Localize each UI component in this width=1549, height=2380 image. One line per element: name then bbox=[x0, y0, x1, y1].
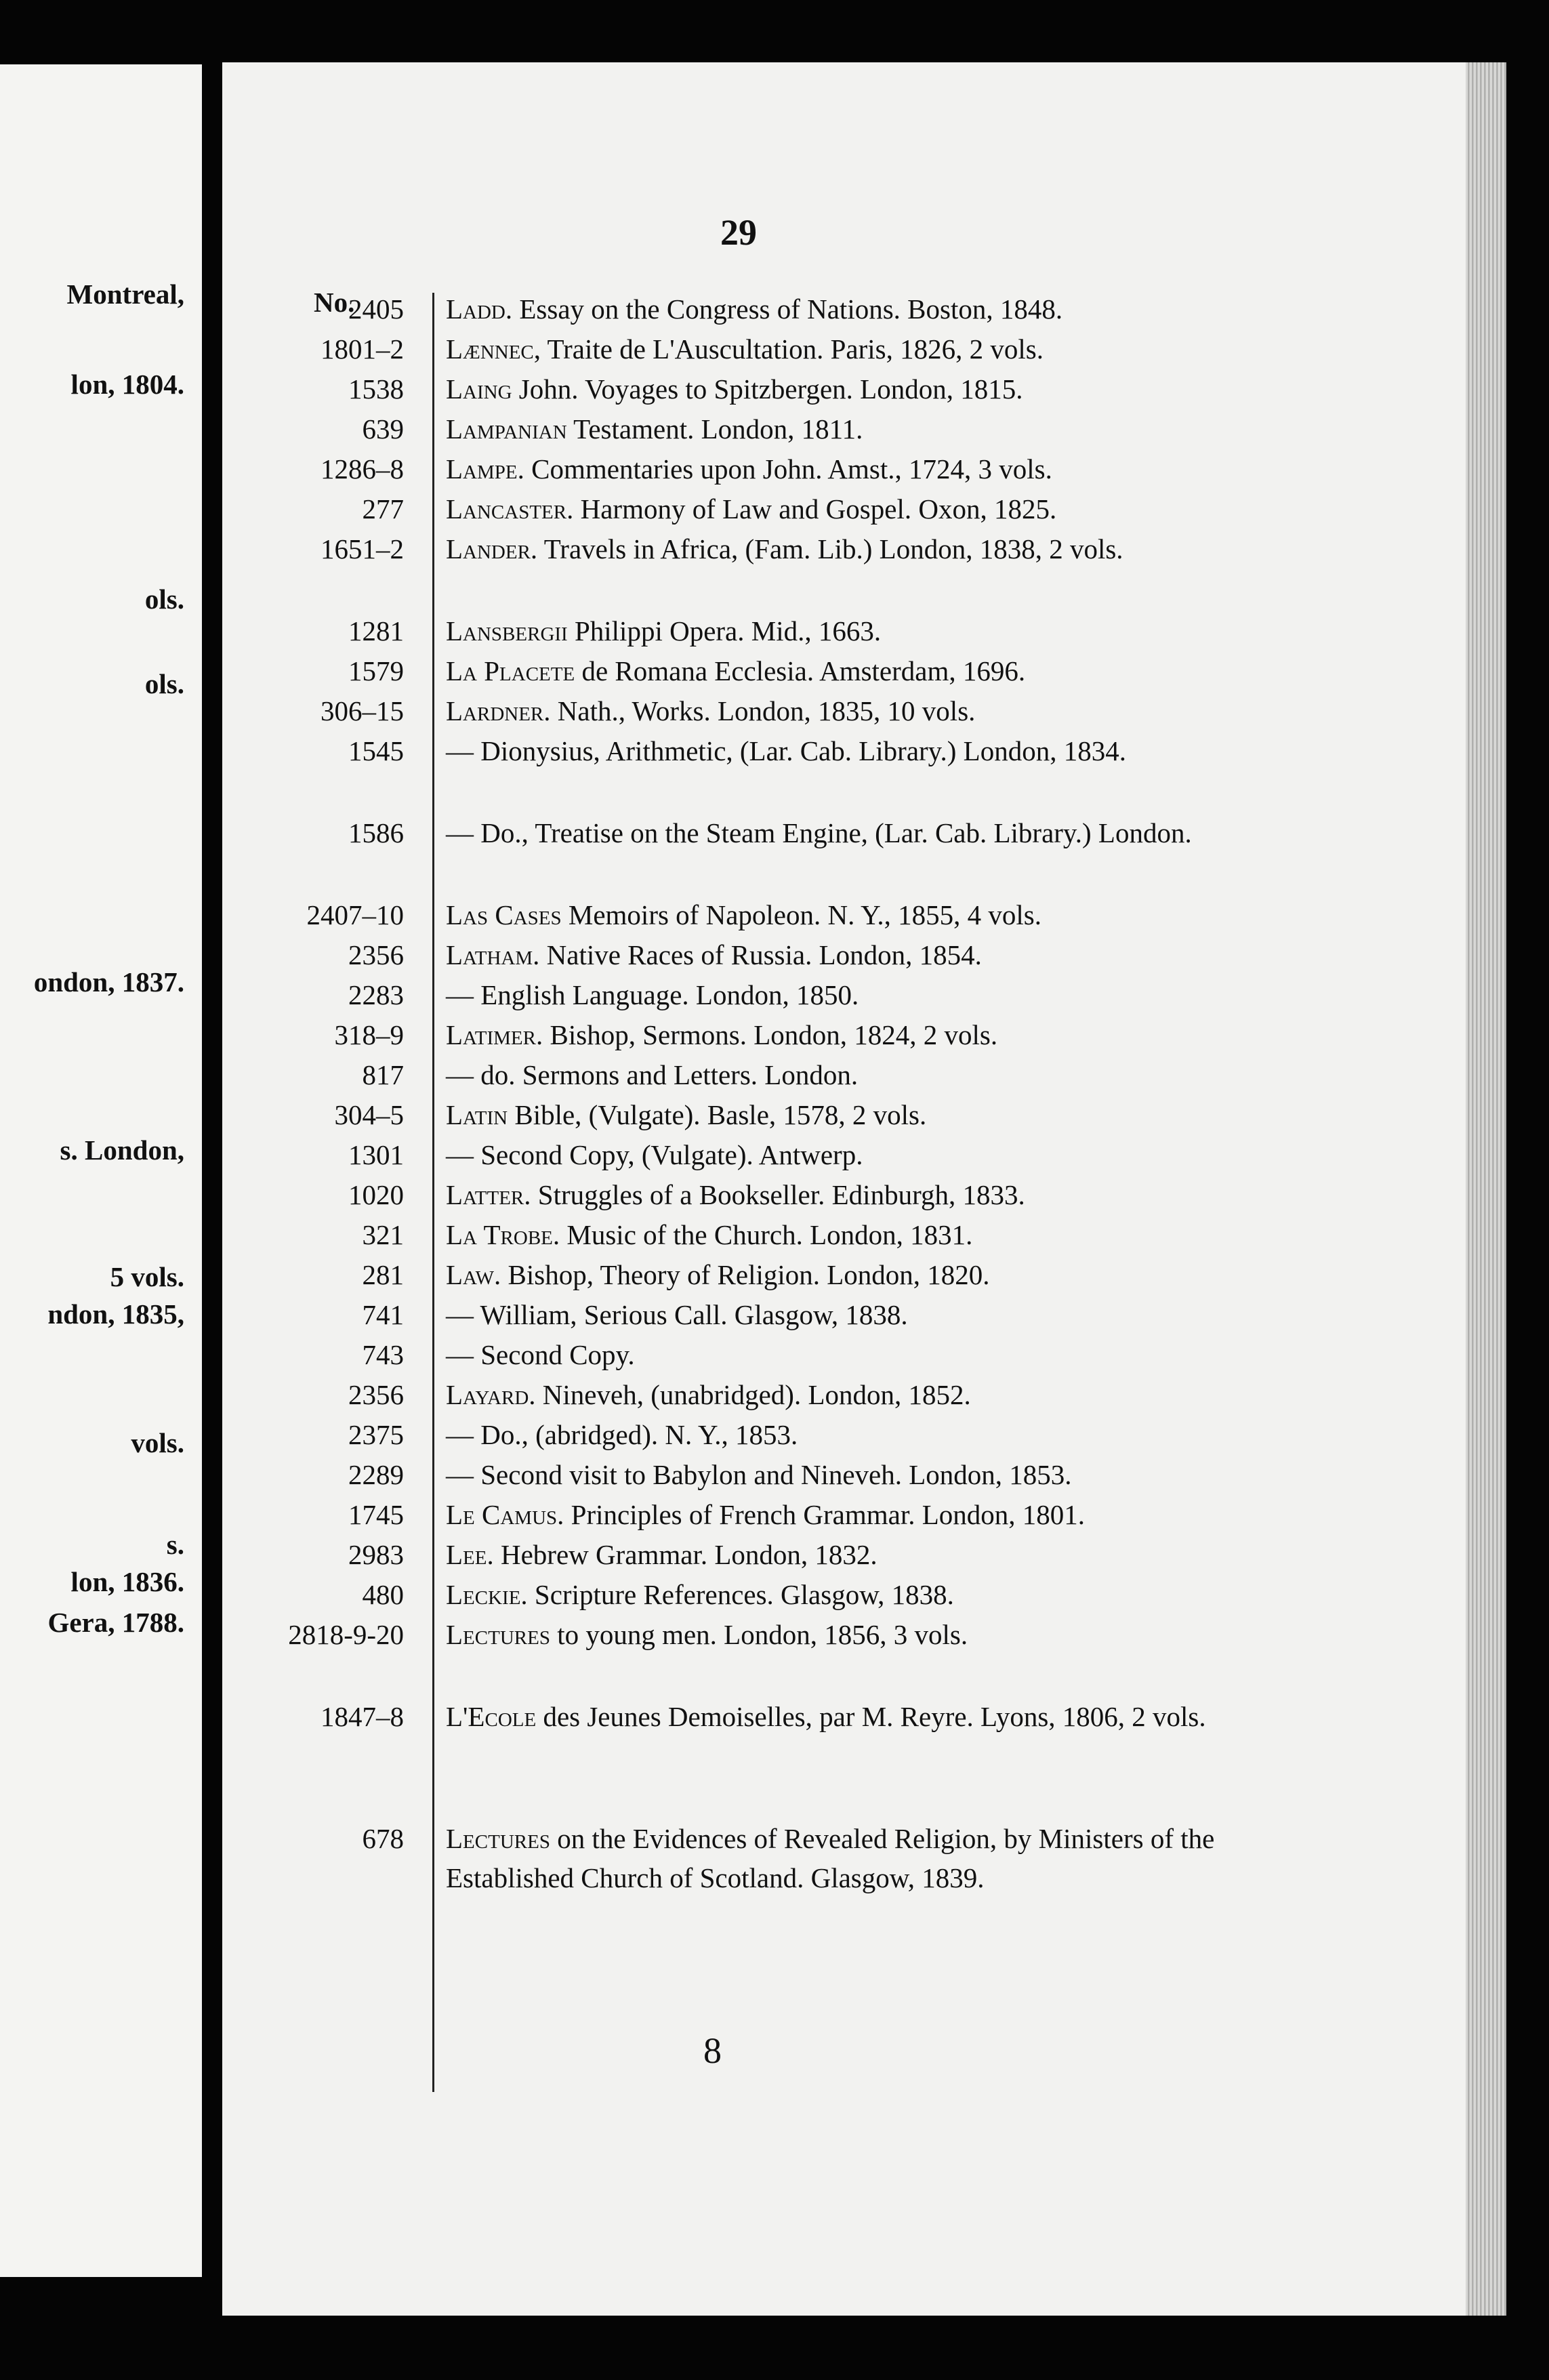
left-page-text-fragment: ols. bbox=[144, 668, 184, 699]
entry-text bbox=[446, 651, 1279, 691]
entry-text bbox=[446, 1615, 1279, 1654]
entry-description: — Do., (abridged). N. Y., 1853. bbox=[446, 1419, 798, 1450]
entry-number: 741 bbox=[362, 1299, 404, 1330]
entry-heading: Latimer. bbox=[446, 1019, 543, 1050]
left-page-text-fragment: lon, 1836. bbox=[70, 1566, 184, 1597]
entry-description: de Romana Ecclesia. Amsterdam, 1696. bbox=[575, 655, 1026, 686]
entry-heading: Lampe. bbox=[446, 453, 524, 485]
entry-number: 1281 bbox=[348, 615, 404, 647]
entry-number: 1801–2 bbox=[321, 333, 404, 365]
entry-number: 2375 bbox=[348, 1419, 404, 1450]
entry-number: 281 bbox=[362, 1259, 404, 1290]
entry-text bbox=[446, 1415, 1279, 1454]
entry-description: to young men. London, 1856, 3 vols. bbox=[550, 1619, 968, 1650]
entry-heading: Las Cases bbox=[446, 899, 562, 930]
entry-description: des Jeunes Demoiselles, par M. Reyre. Lyons, 1806, 2 vols. bbox=[536, 1701, 1206, 1732]
entry-number: 277 bbox=[362, 493, 404, 525]
entry-heading: Lee. bbox=[446, 1539, 494, 1570]
entry-description: — William, Serious Call. Glasgow, 1838. bbox=[446, 1299, 908, 1330]
entry-number: 318–9 bbox=[334, 1019, 404, 1050]
entry-number: 1538 bbox=[348, 373, 404, 405]
entry-text bbox=[446, 409, 1279, 449]
entry-heading: Le Camus. bbox=[446, 1499, 564, 1530]
entry-description: — Second visit to Babylon and Nineveh. London, 1853. bbox=[446, 1459, 1072, 1490]
signature-mark: 8 bbox=[703, 2030, 722, 2071]
entry-heading: L'Ecole bbox=[446, 1701, 537, 1732]
entry-heading: Laing bbox=[446, 373, 512, 405]
entry-number: 2818-9-20 bbox=[288, 1619, 404, 1650]
entry-description: on the Evidences of Revealed Religion, by Ministers of the Established Church of Scotland. Glasgow, 1839. bbox=[446, 1823, 1215, 1893]
entry-text bbox=[446, 1375, 1279, 1414]
entry-number: 743 bbox=[362, 1339, 404, 1370]
entry-description: Scripture References. Glasgow, 1838. bbox=[527, 1579, 954, 1610]
entry-description: John. Voyages to Spitzbergen. London, 1815. bbox=[512, 373, 1023, 405]
entry-description: Hebrew Grammar. London, 1832. bbox=[493, 1539, 877, 1570]
entry-description: Philippi Opera. Mid., 1663. bbox=[567, 615, 882, 647]
entry-description: — Second Copy. bbox=[446, 1339, 635, 1370]
entry-number: 2407–10 bbox=[306, 899, 404, 930]
entry-text bbox=[446, 975, 1279, 1014]
entry-number: 817 bbox=[362, 1059, 404, 1090]
entry-description: Essay on the Congress of Nations. Boston, 1848. bbox=[512, 293, 1063, 325]
entry-text bbox=[446, 1255, 1279, 1294]
entry-heading: Lander. bbox=[446, 533, 538, 565]
entry-number: 2356 bbox=[348, 939, 404, 970]
entry-heading: Leckie. bbox=[446, 1579, 528, 1610]
entry-text bbox=[446, 1295, 1279, 1334]
entry-text bbox=[446, 529, 1279, 569]
entry-description: Testament. London, 1811. bbox=[566, 413, 863, 445]
left-page-text-fragment: ndon, 1835, bbox=[47, 1298, 184, 1330]
entry-number: 1651–2 bbox=[321, 533, 404, 565]
left-page-fragment bbox=[0, 64, 202, 2277]
entry-number: 1020 bbox=[348, 1179, 404, 1210]
entry-heading: Lænnec, bbox=[446, 333, 541, 365]
entry-text bbox=[446, 1697, 1279, 1736]
entry-number: 678 bbox=[362, 1823, 404, 1854]
entry-description: Travels in Africa, (Fam. Lib.) London, 1838, 2 vols. bbox=[537, 533, 1123, 565]
entry-description: Bishop, Sermons. London, 1824, 2 vols. bbox=[543, 1019, 998, 1050]
entry-description: — Do., Treatise on the Steam Engine, (Lar. Cab. Library.) London. bbox=[446, 817, 1192, 848]
entry-text bbox=[446, 1575, 1279, 1614]
left-page-text-fragment: s. bbox=[166, 1529, 184, 1560]
column-divider bbox=[432, 293, 434, 2092]
left-page-text-fragment: vols. bbox=[131, 1427, 184, 1458]
entry-description: — Second Copy, (Vulgate). Antwerp. bbox=[446, 1139, 863, 1170]
entry-number: 1579 bbox=[348, 655, 404, 686]
entry-text bbox=[446, 1055, 1279, 1094]
entry-heading: Law. bbox=[446, 1259, 501, 1290]
entry-heading: Lectures bbox=[446, 1823, 550, 1854]
entry-description: Memoirs of Napoleon. N. Y., 1855, 4 vols. bbox=[561, 899, 1041, 930]
entry-text bbox=[446, 731, 1279, 771]
entry-text bbox=[446, 895, 1279, 935]
entry-heading: Latin bbox=[446, 1099, 508, 1130]
entry-number: 1301 bbox=[348, 1139, 404, 1170]
entry-heading: La Placete bbox=[446, 655, 575, 686]
entry-number: 1745 bbox=[348, 1499, 404, 1530]
entry-number: 2356 bbox=[348, 1379, 404, 1410]
entry-number: 1286–8 bbox=[321, 453, 404, 485]
entry-text bbox=[446, 1015, 1279, 1054]
entry-heading: La Trobe. bbox=[446, 1219, 560, 1250]
entry-text bbox=[446, 1455, 1279, 1494]
entry-text bbox=[446, 611, 1279, 651]
entry-description: Bishop, Theory of Religion. London, 1820. bbox=[501, 1259, 990, 1290]
entry-heading: Lectures bbox=[446, 1619, 550, 1650]
entry-text bbox=[446, 1495, 1279, 1534]
entry-description: Bible, (Vulgate). Basle, 1578, 2 vols. bbox=[508, 1099, 927, 1130]
column-header-no: No. bbox=[314, 287, 355, 318]
entry-number: 2289 bbox=[348, 1459, 404, 1490]
entry-number: 321 bbox=[362, 1219, 404, 1250]
entry-number: 2283 bbox=[348, 979, 404, 1010]
entry-text bbox=[446, 1335, 1279, 1374]
entry-heading: Latter. bbox=[446, 1179, 531, 1210]
entry-text bbox=[446, 1175, 1279, 1214]
entry-number: 306–15 bbox=[321, 695, 404, 726]
entry-description: — do. Sermons and Letters. London. bbox=[446, 1059, 859, 1090]
entry-description: Native Races of Russia. London, 1854. bbox=[539, 939, 982, 970]
entry-heading: Lansbergii bbox=[446, 615, 568, 647]
entry-heading: Latham. bbox=[446, 939, 540, 970]
entry-text bbox=[446, 369, 1279, 409]
entry-text bbox=[446, 1135, 1279, 1174]
entry-description: Music of the Church. London, 1831. bbox=[560, 1219, 973, 1250]
entry-text bbox=[446, 449, 1279, 489]
left-page-text-fragment: lon, 1804. bbox=[70, 369, 184, 400]
entry-text bbox=[446, 935, 1279, 974]
left-page-text-fragment: s. London, bbox=[60, 1134, 184, 1166]
entry-heading: Lardner. bbox=[446, 695, 551, 726]
entry-text bbox=[446, 329, 1279, 369]
entry-number: 304–5 bbox=[334, 1099, 404, 1130]
entry-number: 1545 bbox=[348, 735, 404, 766]
entry-text bbox=[446, 1095, 1279, 1134]
left-page-text-fragment: ondon, 1837. bbox=[33, 966, 184, 998]
entry-description: — Dionysius, Arithmetic, (Lar. Cab. Library.) London, 1834. bbox=[446, 735, 1126, 766]
entry-description: Traite de L'Auscultation. Paris, 1826, 2 vols. bbox=[541, 333, 1044, 365]
entry-heading: Ladd. bbox=[446, 293, 513, 325]
entry-number: 639 bbox=[362, 413, 404, 445]
left-page-text-fragment: Montreal, bbox=[66, 279, 184, 310]
entry-number: 480 bbox=[362, 1579, 404, 1610]
entry-description: Struggles of a Bookseller. Edinburgh, 1833. bbox=[531, 1179, 1025, 1210]
left-page-text-fragment: ols. bbox=[144, 583, 184, 615]
entry-description: — English Language. London, 1850. bbox=[446, 979, 859, 1010]
entry-number: 1847–8 bbox=[321, 1701, 404, 1732]
entry-description: Nath., Works. London, 1835, 10 vols. bbox=[550, 695, 976, 726]
entry-text bbox=[446, 1819, 1279, 1897]
left-page-text-fragment: 5 vols. bbox=[110, 1261, 184, 1292]
left-page-text-fragment: Gera, 1788. bbox=[47, 1607, 184, 1638]
entry-text bbox=[446, 813, 1279, 853]
entry-text bbox=[446, 1535, 1279, 1574]
entry-number: 2405 bbox=[348, 293, 404, 325]
entry-text bbox=[446, 1215, 1279, 1254]
entry-text bbox=[446, 691, 1279, 731]
entry-text bbox=[446, 489, 1279, 529]
entry-number: 2983 bbox=[348, 1539, 404, 1570]
right-page bbox=[222, 62, 1506, 2316]
page-edge bbox=[1466, 62, 1506, 2316]
entry-text bbox=[446, 289, 1279, 329]
page-number: 29 bbox=[720, 212, 757, 253]
entry-heading: Layard. bbox=[446, 1379, 536, 1410]
entry-number: 1586 bbox=[348, 817, 404, 848]
entry-heading: Lancaster. bbox=[446, 493, 574, 525]
entry-description: Harmony of Law and Gospel. Oxon, 1825. bbox=[573, 493, 1057, 525]
entry-heading: Lampanian bbox=[446, 413, 567, 445]
entry-description: Nineveh, (unabridged). London, 1852. bbox=[535, 1379, 971, 1410]
entry-description: Principles of French Grammar. London, 1801. bbox=[564, 1499, 1086, 1530]
entry-description: Commentaries upon John. Amst., 1724, 3 vols. bbox=[524, 453, 1052, 485]
